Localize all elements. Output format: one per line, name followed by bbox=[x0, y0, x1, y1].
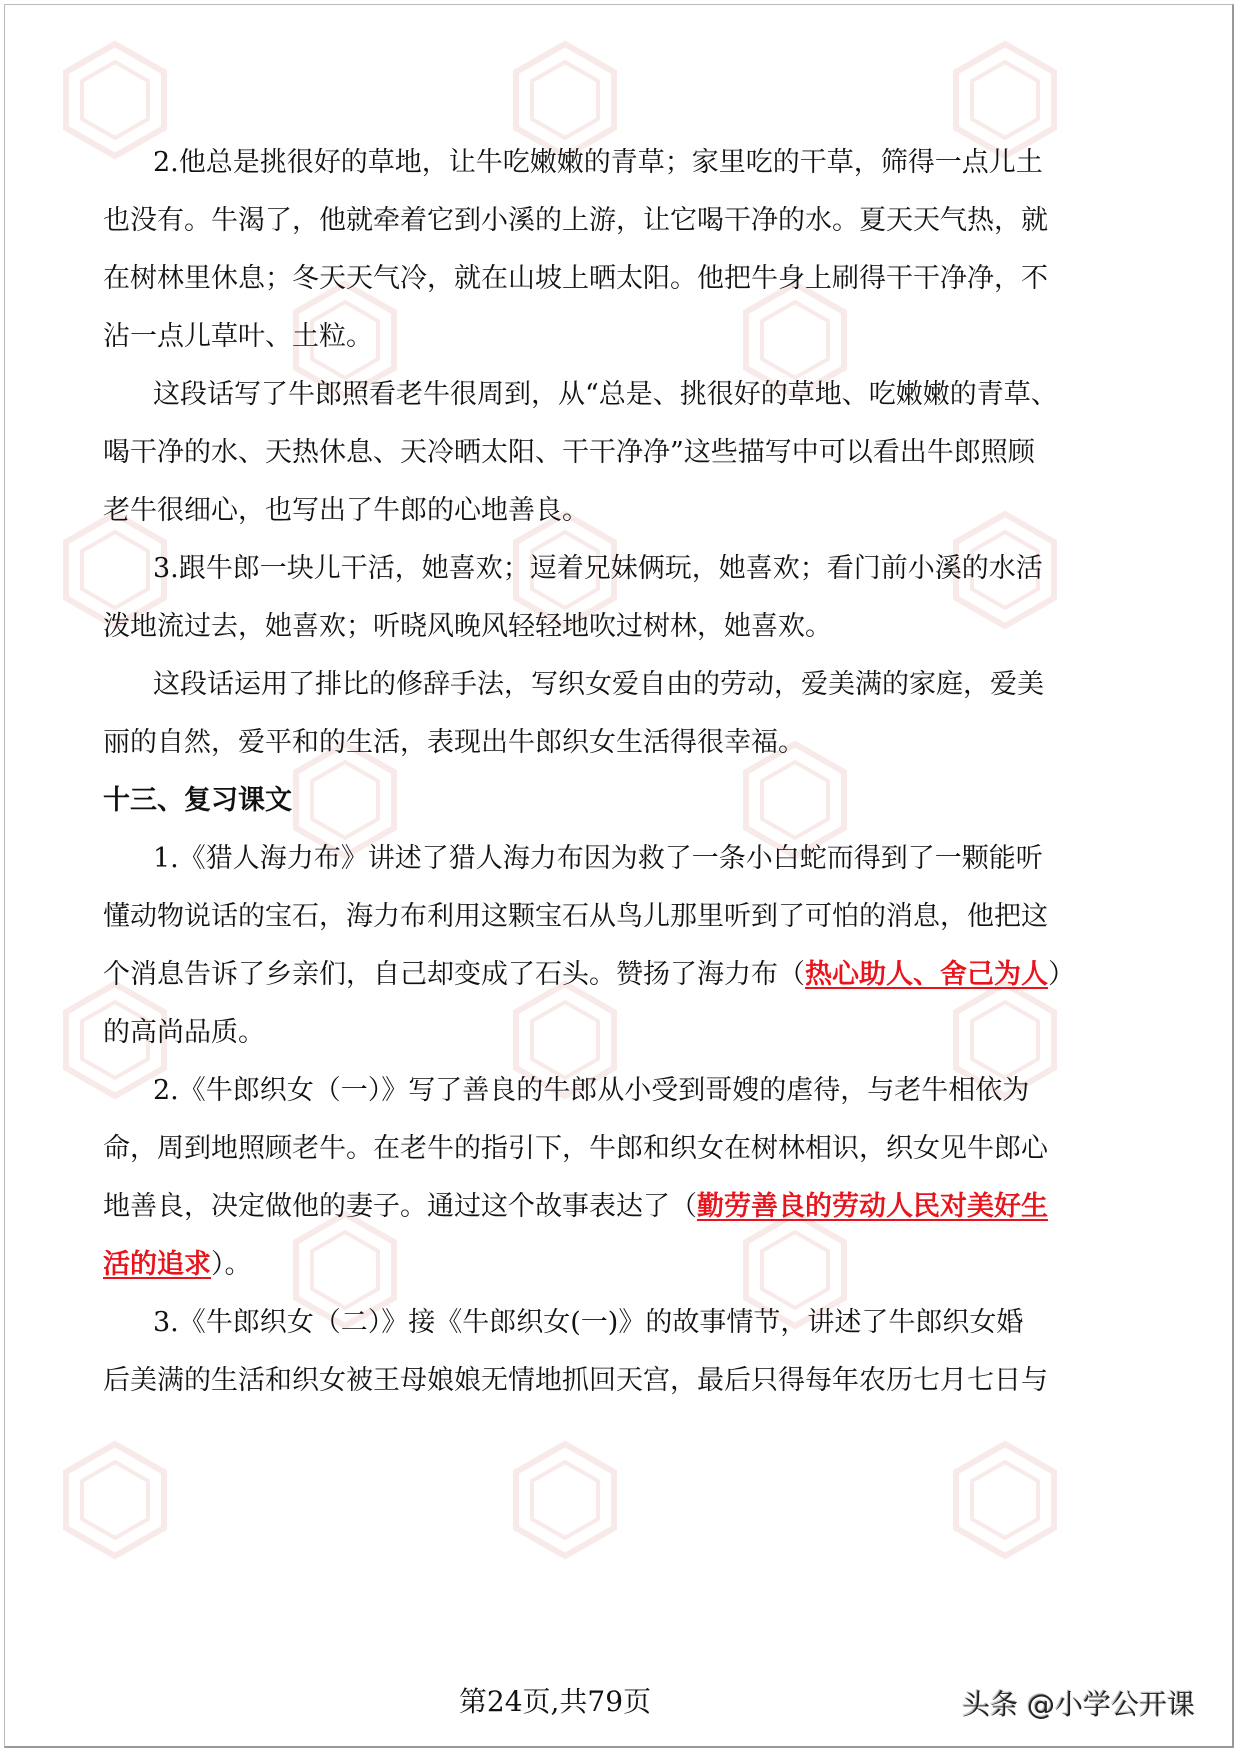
watermark-hexagon-icon bbox=[510, 1440, 620, 1560]
text-line bbox=[103, 1236, 1008, 1294]
text-line: 喝干净的水、天热休息、天冷晒太阳、干干净净”这些描写中可以看出牛郎照顾 bbox=[103, 437, 1035, 468]
text-line: 老牛很细心，也写出了牛郎的心地善良。 bbox=[103, 495, 589, 526]
text-line: 的高尚品质。 bbox=[103, 1017, 265, 1048]
watermark-hexagon-icon bbox=[950, 1440, 1060, 1560]
text-segment: 个消息告诉了乡亲们，自己却变成了石头。赞扬了海力布（ bbox=[103, 959, 805, 990]
text-line: 也没有。牛渴了，他就牵着它到小溪的上游，让它喝干净的水。夏天天气热，就 bbox=[103, 205, 1048, 236]
section-heading bbox=[103, 772, 1008, 830]
text-segment: ） bbox=[1048, 959, 1075, 990]
section-heading-text: 十三、复习课文 bbox=[103, 785, 292, 816]
text-line: 命，周到地照顾老牛。在老牛的指引下，牛郎和织女在树林相识，织女见牛郎心 bbox=[103, 1133, 1048, 1164]
text-line: 2.《牛郎织女（一）》写了善良的牛郎从小受到哥嫂的虐待，与老牛相依为 bbox=[153, 1075, 1030, 1106]
text-line: 懂动物说话的宝石，海力布利用这颗宝石从鸟儿那里听到了可怕的消息，他把这 bbox=[103, 901, 1048, 932]
text-line: 在树林里休息；冬天天气冷，就在山坡上晒太阳。他把牛身上刷得干干净净，不 bbox=[103, 263, 1048, 294]
text-segment: 地善良，决定做他的妻子。通过这个故事表达了（ bbox=[103, 1191, 697, 1222]
text-line: 3.《牛郎织女（二）》接《牛郎织女(一)》的故事情节，讲述了牛郎织女婚 bbox=[153, 1307, 1024, 1338]
page-number: 第24页,共79页 bbox=[458, 1685, 652, 1718]
answer-highlight: 勤劳善良的劳动人民对美好生 bbox=[697, 1191, 1048, 1222]
text-line: 后美满的生活和织女被王母娘娘无情地抓回天宫，最后只得每年农历七月七日与 bbox=[103, 1365, 1048, 1396]
text-segment: ）。 bbox=[211, 1249, 252, 1280]
text-line: 沾一点儿草叶、土粒。 bbox=[103, 321, 373, 352]
text-line: 这段话运用了排比的修辞手法，写织女爱自由的劳动，爱美满的家庭，爱美 bbox=[153, 669, 1044, 700]
text-line: 3.跟牛郎一块儿干活，她喜欢；逗着兄妹俩玩，她喜欢；看门前小溪的水活 bbox=[153, 553, 1043, 584]
answer-highlight: 活的追求 bbox=[103, 1249, 211, 1280]
text-line: 丽的自然，爱平和的生活，表现出牛郎织女生活得很幸福。 bbox=[103, 727, 805, 758]
watermark-brand: 头条 @小学公开课 bbox=[962, 1688, 1195, 1721]
document-body bbox=[103, 134, 1075, 1410]
text-line bbox=[103, 1178, 1048, 1236]
text-line: 泼地流过去，她喜欢；听晓风晚风轻轻地吹过树林，她喜欢。 bbox=[103, 611, 832, 642]
watermark-hexagon-icon bbox=[60, 1440, 170, 1560]
text-line bbox=[103, 946, 1075, 1004]
text-line: 这段话写了牛郎照看老牛很周到，从“总是、挑很好的草地、吃嫩嫩的青草、 bbox=[153, 379, 1058, 410]
answer-highlight: 热心助人、舍己为人 bbox=[805, 959, 1048, 990]
text-line: 2.他总是挑很好的草地，让牛吃嫩嫩的青草；家里吃的干草，筛得一点儿土 bbox=[153, 147, 1043, 178]
text-line: 1.《猎人海力布》讲述了猎人海力布因为救了一条小白蛇而得到了一颗能听 bbox=[153, 843, 1043, 874]
